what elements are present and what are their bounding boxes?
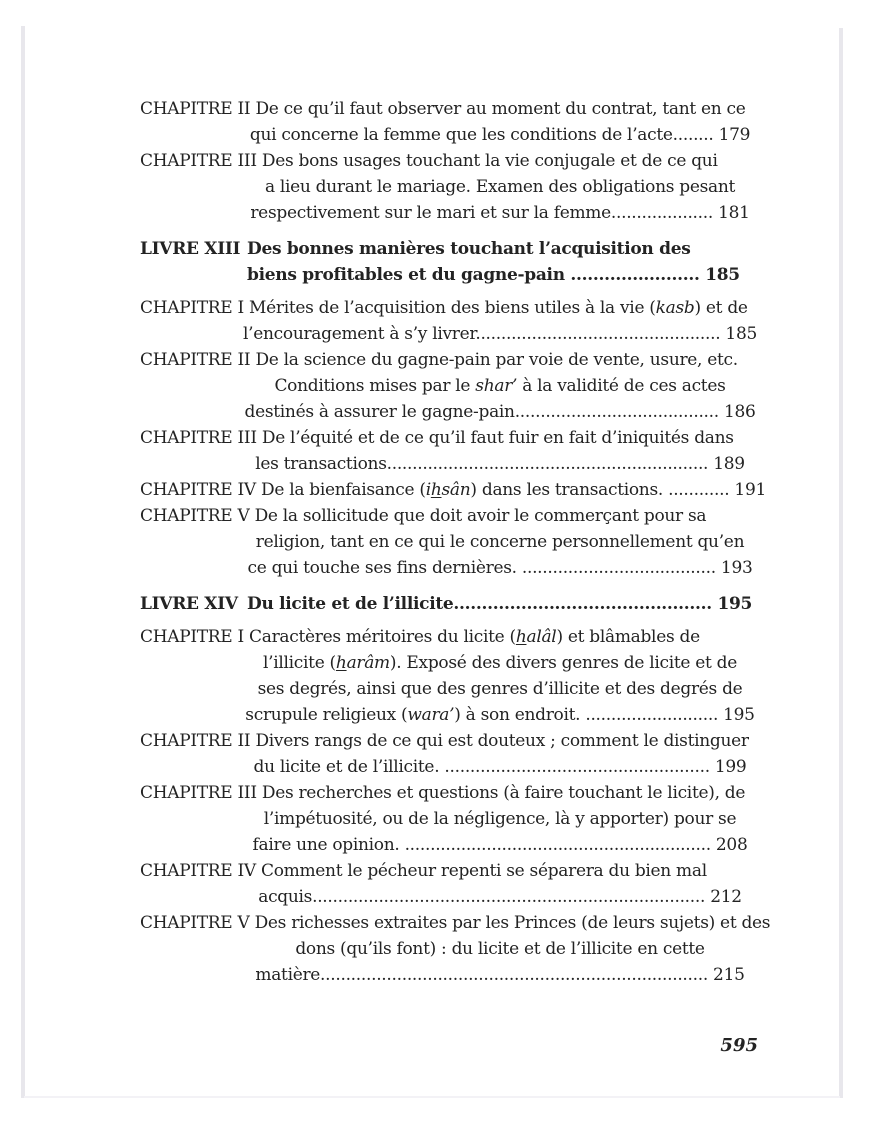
toc-chapter-entry [140, 425, 760, 477]
toc-entry-line: CHAPITRE III De l’équité et de ce qu’il faut fuir en fait d’iniquités dans [140, 428, 734, 448]
toc-entry-line: CHAPITRE IV Comment le pécheur repenti se séparera du bien mal [140, 861, 707, 881]
toc-entry-line: CHAPITRE III Des recherches et questions (à faire touchant le licite), de [140, 783, 746, 803]
toc-entry-line: l’encouragement à s’y livrer................................................ 185 [243, 324, 757, 344]
toc-entry-line: ce qui touche ses fins dernières. ...................................... 193 [247, 558, 753, 578]
toc-entry-line: CHAPITRE I Caractères méritoires du licite (halâl) et blâmables de [140, 627, 700, 647]
toc-entry-line: scrupule religieux (wara’) à son endroit. .......................... 195 [245, 705, 755, 725]
toc-chapter-entry [140, 910, 771, 988]
toc-entry-line: biens profitables et du gagne-pain ....................... 185 [247, 265, 740, 285]
toc-book-entry [140, 236, 760, 288]
toc-entry-line: du licite et de l’illicite. .................................................... 199 [253, 757, 747, 777]
livre-title [247, 236, 760, 288]
toc-book-entry [140, 591, 760, 617]
toc-entry-line: respectivement sur le mari et sur la femme.................... 181 [250, 203, 750, 223]
toc-chapter-entry [140, 728, 760, 780]
livre-label: LIVRE XIII [140, 239, 241, 259]
livre-title [247, 591, 760, 617]
toc-list [140, 96, 771, 988]
toc-entry-line: Des bonnes manières touchant l’acquisition des [247, 239, 691, 259]
page-edge-right [839, 28, 843, 1098]
toc-chapter-entry [140, 624, 760, 728]
toc-chapter-entry [140, 858, 760, 910]
page-number: 595 [720, 1035, 758, 1056]
toc-chapter-entry [140, 780, 760, 858]
toc-entry-line: Du licite et de l’illicite.............................................. 195 [247, 594, 753, 614]
toc-entry-line: CHAPITRE III Des bons usages touchant la vie conjugale et de ce qui [140, 151, 718, 171]
toc-entry-line: l’impétuosité, ou de la négligence, là y apporter) pour se [263, 809, 737, 829]
livre-label: LIVRE XIV [140, 594, 238, 614]
toc-chapter-entry [140, 96, 760, 148]
toc-entry-line: ses degrés, ainsi que des genres d’illicite et des degrés de [257, 679, 743, 699]
toc-entry-line: dons (qu’ils font) : du licite et de l’illicite en cette [295, 939, 705, 959]
toc-entry-line: qui concerne la femme que les conditions de l’acte........ 179 [249, 125, 751, 145]
toc-entry-line: religion, tant en ce qui le concerne personnellement qu’en [255, 532, 745, 552]
toc-chapter-entry [140, 148, 760, 226]
page-edge-left [21, 26, 25, 1098]
toc-entry-line: CHAPITRE II De ce qu’il faut observer au moment du contrat, tant en ce [140, 99, 746, 119]
toc-entry-line: matière............................................................................ 215 [255, 965, 745, 985]
toc-entry-line: destinés à assurer le gagne-pain........................................ 186 [244, 402, 756, 422]
toc-chapter-entry [140, 347, 760, 425]
toc-entry-line: CHAPITRE V Des richesses extraites par les Princes (de leurs sujets) et des [140, 913, 771, 933]
toc-entry-line: CHAPITRE V De la sollicitude que doit avoir le commerçant pour sa [140, 506, 707, 526]
toc-chapter-entry [140, 295, 760, 347]
toc-entry-line: l’illicite (harâm). Exposé des divers genres de licite et de [263, 653, 737, 673]
toc-entry-line: acquis............................................................................. 212 [258, 887, 742, 907]
toc-entry-line: les transactions............................................................... 189 [255, 454, 745, 474]
toc-chapter-entry [140, 503, 760, 581]
page-edge-bottom [24, 1096, 840, 1098]
toc-entry-line: a lieu durant le mariage. Examen des obligations pesant [264, 177, 736, 197]
toc-entry-line: Conditions mises par le shar’ à la validité de ces actes [274, 376, 726, 396]
toc-entry-line: CHAPITRE IV De la bienfaisance (ihsân) dans les transactions. ............ 191 [140, 480, 766, 500]
toc-entry-line: CHAPITRE II De la science du gagne-pain par voie de vente, usure, etc. [140, 350, 738, 370]
toc-chapter-entry [140, 477, 766, 503]
toc-entry-line: CHAPITRE I Mérites de l’acquisition des biens utiles à la vie (kasb) et de [140, 298, 748, 318]
toc-entry-line: faire une opinion. ............................................................ 208 [252, 835, 748, 855]
toc-entry-line: CHAPITRE II Divers rangs de ce qui est douteux ; comment le distinguer [140, 731, 749, 751]
